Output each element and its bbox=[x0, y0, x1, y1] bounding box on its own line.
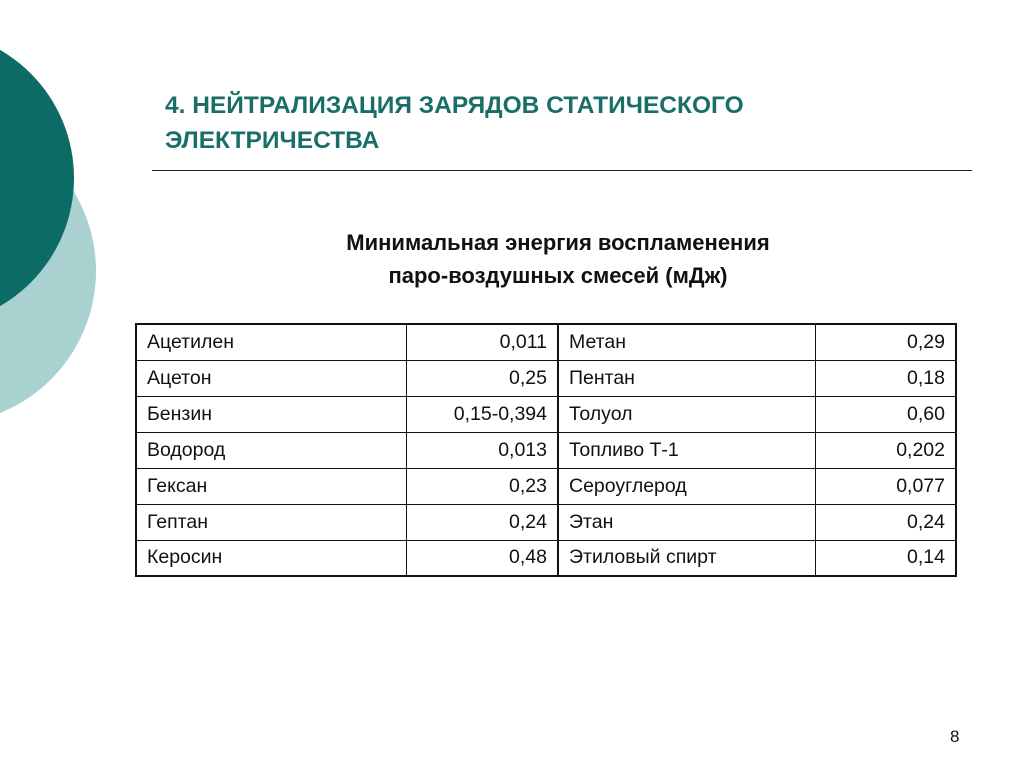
table-row bbox=[136, 396, 956, 432]
slide-title-line-1: 4. НЕЙТРАЛИЗАЦИЯ ЗАРЯДОВ СТАТИЧЕСКОГО bbox=[165, 92, 744, 119]
substance-name-cell: Гептан bbox=[136, 504, 406, 540]
energy-value-cell: 0,077 bbox=[815, 468, 956, 504]
table-row bbox=[136, 540, 956, 576]
substance-name-cell: Этиловый спирт bbox=[558, 540, 815, 576]
energy-value-cell: 0,48 bbox=[406, 540, 558, 576]
substance-name-cell: Керосин bbox=[136, 540, 406, 576]
page-number: 8 bbox=[950, 727, 960, 746]
table-row bbox=[136, 468, 956, 504]
energy-value-cell: 0,18 bbox=[815, 360, 956, 396]
substance-name-cell: Толуол bbox=[558, 396, 815, 432]
energy-value-cell: 0,25 bbox=[406, 360, 558, 396]
substance-name-cell: Топливо Т-1 bbox=[558, 432, 815, 468]
energy-value-cell: 0,29 bbox=[815, 324, 956, 360]
slide-title-line-2: ЭЛЕКТРИЧЕСТВА bbox=[165, 127, 380, 154]
energy-value-cell: 0,60 bbox=[815, 396, 956, 432]
energy-value-cell: 0,013 bbox=[406, 432, 558, 468]
table-heading-line-2: паро-воздушных смесей (мДж) bbox=[388, 263, 728, 288]
energy-value-cell: 0,15-0,394 bbox=[406, 396, 558, 432]
substance-name-cell: Бензин bbox=[136, 396, 406, 432]
substance-name-cell: Этан bbox=[558, 504, 815, 540]
substance-name-cell: Сероуглерод bbox=[558, 468, 815, 504]
table-row bbox=[136, 360, 956, 396]
slide-title bbox=[165, 88, 945, 158]
energy-value-cell: 0,24 bbox=[815, 504, 956, 540]
table-heading-line-1: Минимальная энергия воспламенения bbox=[346, 230, 770, 255]
energy-value-cell: 0,14 bbox=[815, 540, 956, 576]
energy-value-cell: 0,24 bbox=[406, 504, 558, 540]
substance-name-cell: Ацетилен bbox=[136, 324, 406, 360]
energy-value-cell: 0,202 bbox=[815, 432, 956, 468]
substance-name-cell: Гексан bbox=[136, 468, 406, 504]
table-row bbox=[136, 324, 956, 360]
energy-value-cell: 0,23 bbox=[406, 468, 558, 504]
energy-value-cell: 0,011 bbox=[406, 324, 558, 360]
substance-name-cell: Пентан bbox=[558, 360, 815, 396]
substance-name-cell: Ацетон bbox=[136, 360, 406, 396]
title-divider bbox=[152, 170, 972, 171]
table-row bbox=[136, 432, 956, 468]
table-heading bbox=[138, 226, 978, 292]
substance-name-cell: Метан bbox=[558, 324, 815, 360]
table-row bbox=[136, 504, 956, 540]
ignition-energy-table bbox=[135, 323, 957, 577]
substance-name-cell: Водород bbox=[136, 432, 406, 468]
